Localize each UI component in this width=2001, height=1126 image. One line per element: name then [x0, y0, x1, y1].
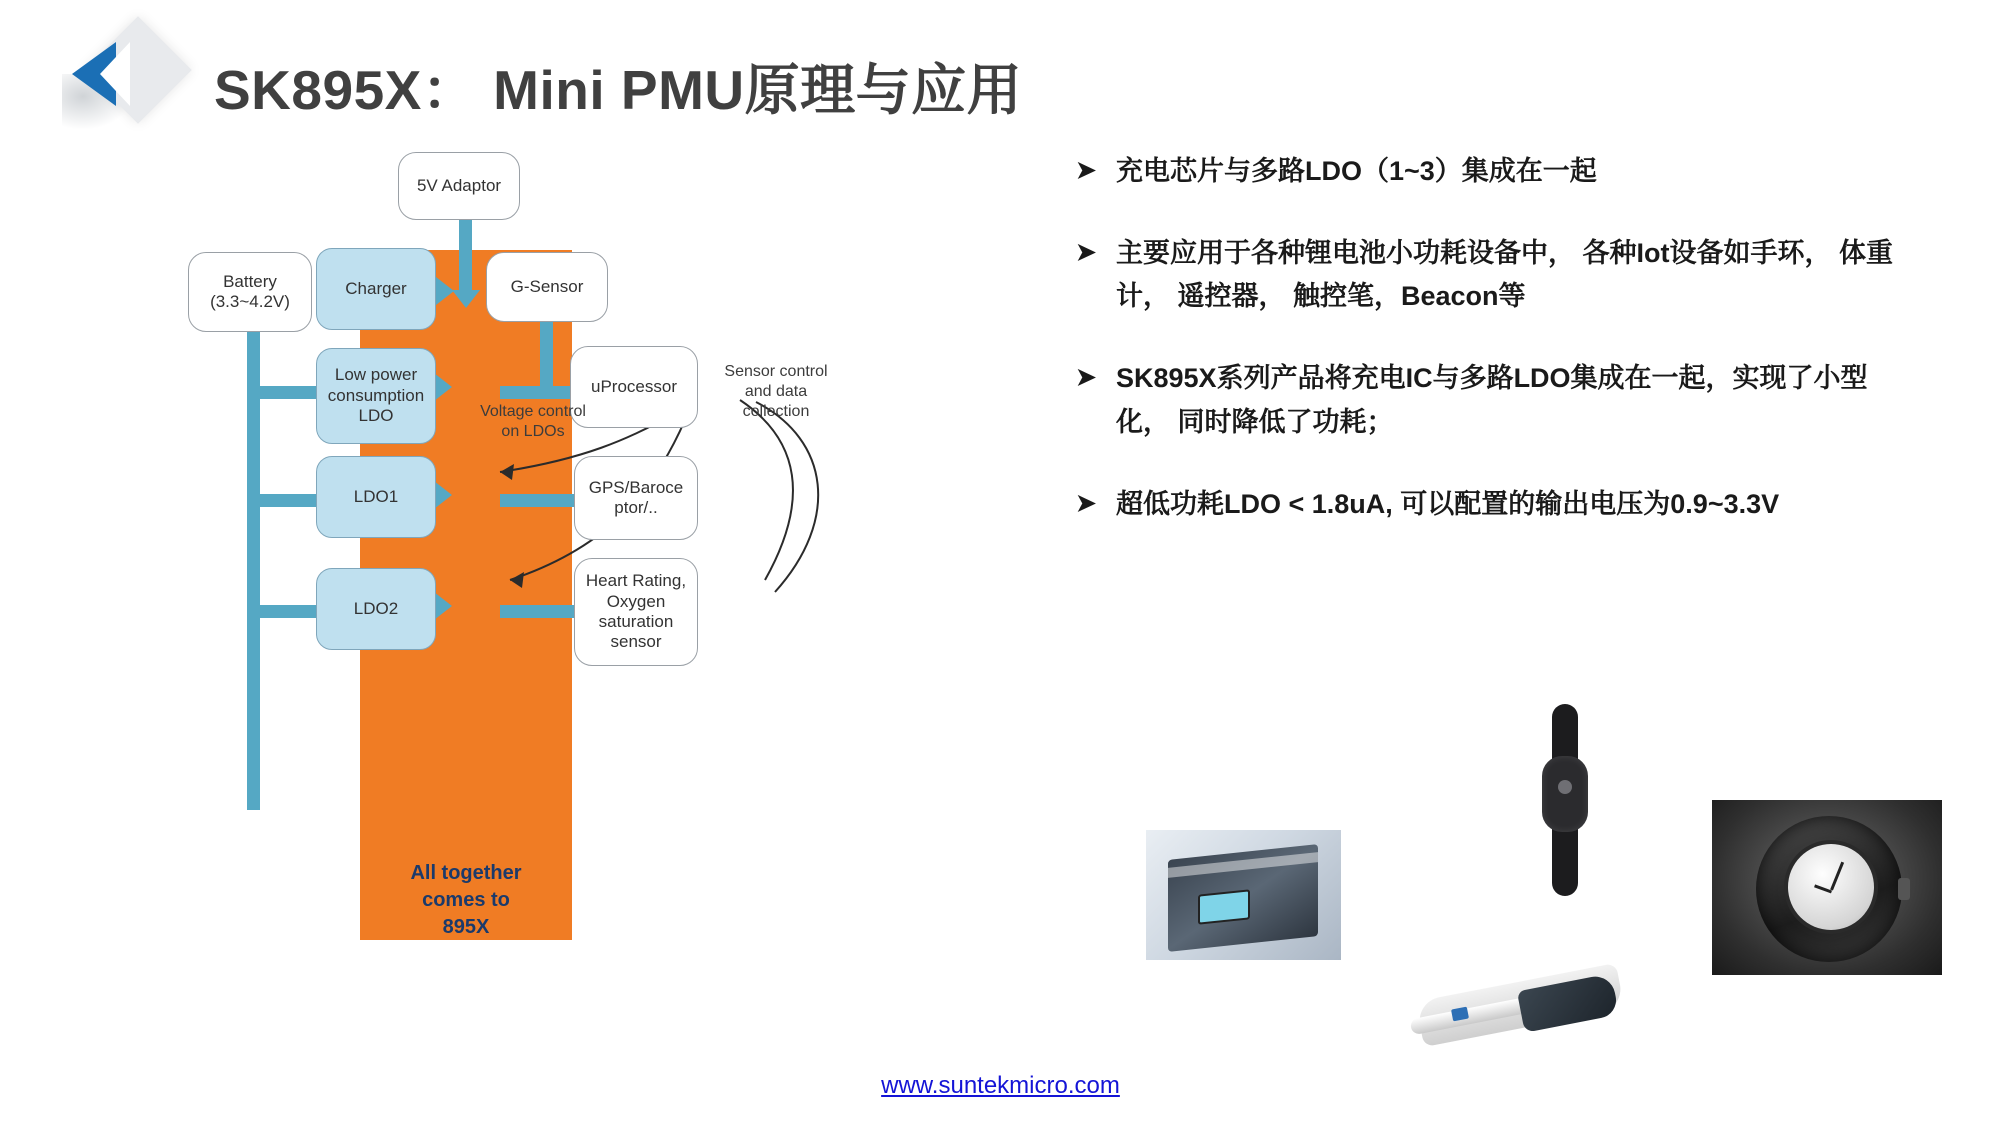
pmu-block-diagram	[200, 140, 1020, 1020]
footer-website-link[interactable]: www.suntekmicro.com	[881, 1072, 1120, 1099]
node-5v-adaptor	[398, 152, 520, 220]
node-heart-line2: Oxygen	[606, 591, 666, 611]
body-scale-display	[1198, 889, 1250, 924]
body-scale-photo	[1146, 830, 1341, 960]
label-sensor-control-line1: Sensor control	[724, 363, 828, 380]
node-low-power-ldo	[316, 348, 436, 444]
arrowhead-charger-in	[436, 277, 454, 305]
node-charger-label: Charger	[345, 278, 407, 298]
arrow-gsensor-bus	[540, 320, 553, 390]
node-low-power-ldo-line2: consumption	[327, 385, 425, 405]
node-g-sensor-label: G-Sensor	[510, 276, 584, 296]
node-uprocessor-label: uProcessor	[591, 376, 677, 396]
node-heart-line3: saturation	[598, 612, 674, 631]
node-low-power-ldo-line3: LDO	[358, 406, 394, 426]
label-voltage-control	[458, 402, 608, 442]
label-voltage-control-line2: on LDOs	[501, 423, 565, 440]
arrow-adaptor-to-charger	[459, 220, 472, 292]
label-sensor-control	[706, 362, 846, 422]
node-ldo2	[316, 568, 436, 650]
arrowhead-adaptor-to-charger	[452, 290, 480, 308]
suntek-logo	[56, 26, 196, 126]
fitness-band-tracker	[1542, 756, 1588, 832]
bullet-marker-icon-1: ➤	[1076, 157, 1097, 184]
node-gps-barometer	[574, 456, 698, 540]
arrowhead-ldo2-in	[434, 592, 452, 620]
bullet-marker-icon-4: ➤	[1076, 489, 1097, 517]
page-title: SK895X： Mini PMU原理与应用	[214, 59, 1023, 121]
label-voltage-control-line1: Voltage control	[480, 403, 586, 420]
node-ldo1	[316, 456, 436, 538]
bullet-item-1	[1070, 150, 1910, 194]
bullet-text-1: 充电芯片与多路LDO（1~3）集成在一起	[1116, 156, 1597, 186]
node-ldo1-label: LDO1	[353, 486, 399, 506]
smart-watch-crown	[1898, 878, 1910, 900]
node-low-power-ldo-line1: Low power	[334, 365, 418, 385]
bullet-text-4: 超低功耗LDO < 1.8uA, 可以配置的输出电压为0.9~3.3V	[1116, 488, 1780, 519]
node-heart-line1: Heart Rating,	[585, 571, 687, 591]
bullet-text-2: 主要应用于各种锂电池小功耗设备中， 各种Iot设备如手环， 体重计， 遥控器， 触控笔，Beacon等	[1116, 237, 1893, 312]
node-heart-line4: sensor	[610, 632, 662, 652]
label-sensor-control-line3: collection	[742, 403, 810, 420]
smart-watch-photo	[1712, 800, 1942, 975]
label-sensor-control-line2: and data	[744, 383, 808, 400]
node-heart-oxygen-sensor	[574, 558, 698, 666]
arrowhead-ldo1-in	[434, 481, 452, 509]
bullet-item-2	[1070, 232, 1910, 319]
pmu-integration-note	[360, 860, 572, 941]
pmu-note-line-2: comes to	[422, 889, 510, 911]
smart-glasses-photo	[1400, 930, 1640, 1080]
feature-bullet-list	[1070, 150, 1910, 564]
node-gps-line1: GPS/Baroce	[588, 477, 684, 497]
node-battery	[188, 252, 312, 332]
logo-chevron-inner-icon	[100, 42, 130, 106]
node-battery-label-line1: Battery	[223, 271, 277, 291]
node-g-sensor	[486, 252, 608, 322]
bullet-text-3: SK895X系列产品将充电IC与多路LDO集成在一起，实现了小型化， 同时降低了功耗；	[1116, 363, 1868, 437]
pmu-note-line-3: 895X	[442, 916, 490, 938]
fitness-band-screen	[1558, 780, 1572, 794]
bullet-marker-icon-2: ➤	[1076, 238, 1097, 266]
pmu-note-line-1: All together	[410, 862, 522, 884]
fitness-band-photo	[1480, 700, 1650, 900]
arrowhead-lpldo-in	[434, 373, 452, 401]
bullet-item-3	[1070, 357, 1910, 444]
node-battery-label-line2: (3.3~4.2V)	[210, 292, 290, 311]
bullet-marker-icon-3: ➤	[1076, 364, 1097, 392]
node-gps-line2: ptor/..	[614, 498, 658, 517]
node-5v-adaptor-label: 5V Adaptor	[416, 175, 502, 195]
node-charger	[316, 248, 436, 330]
bullet-item-4	[1070, 483, 1910, 527]
node-ldo2-label: LDO2	[353, 598, 399, 618]
battery-power-rail	[247, 330, 260, 810]
